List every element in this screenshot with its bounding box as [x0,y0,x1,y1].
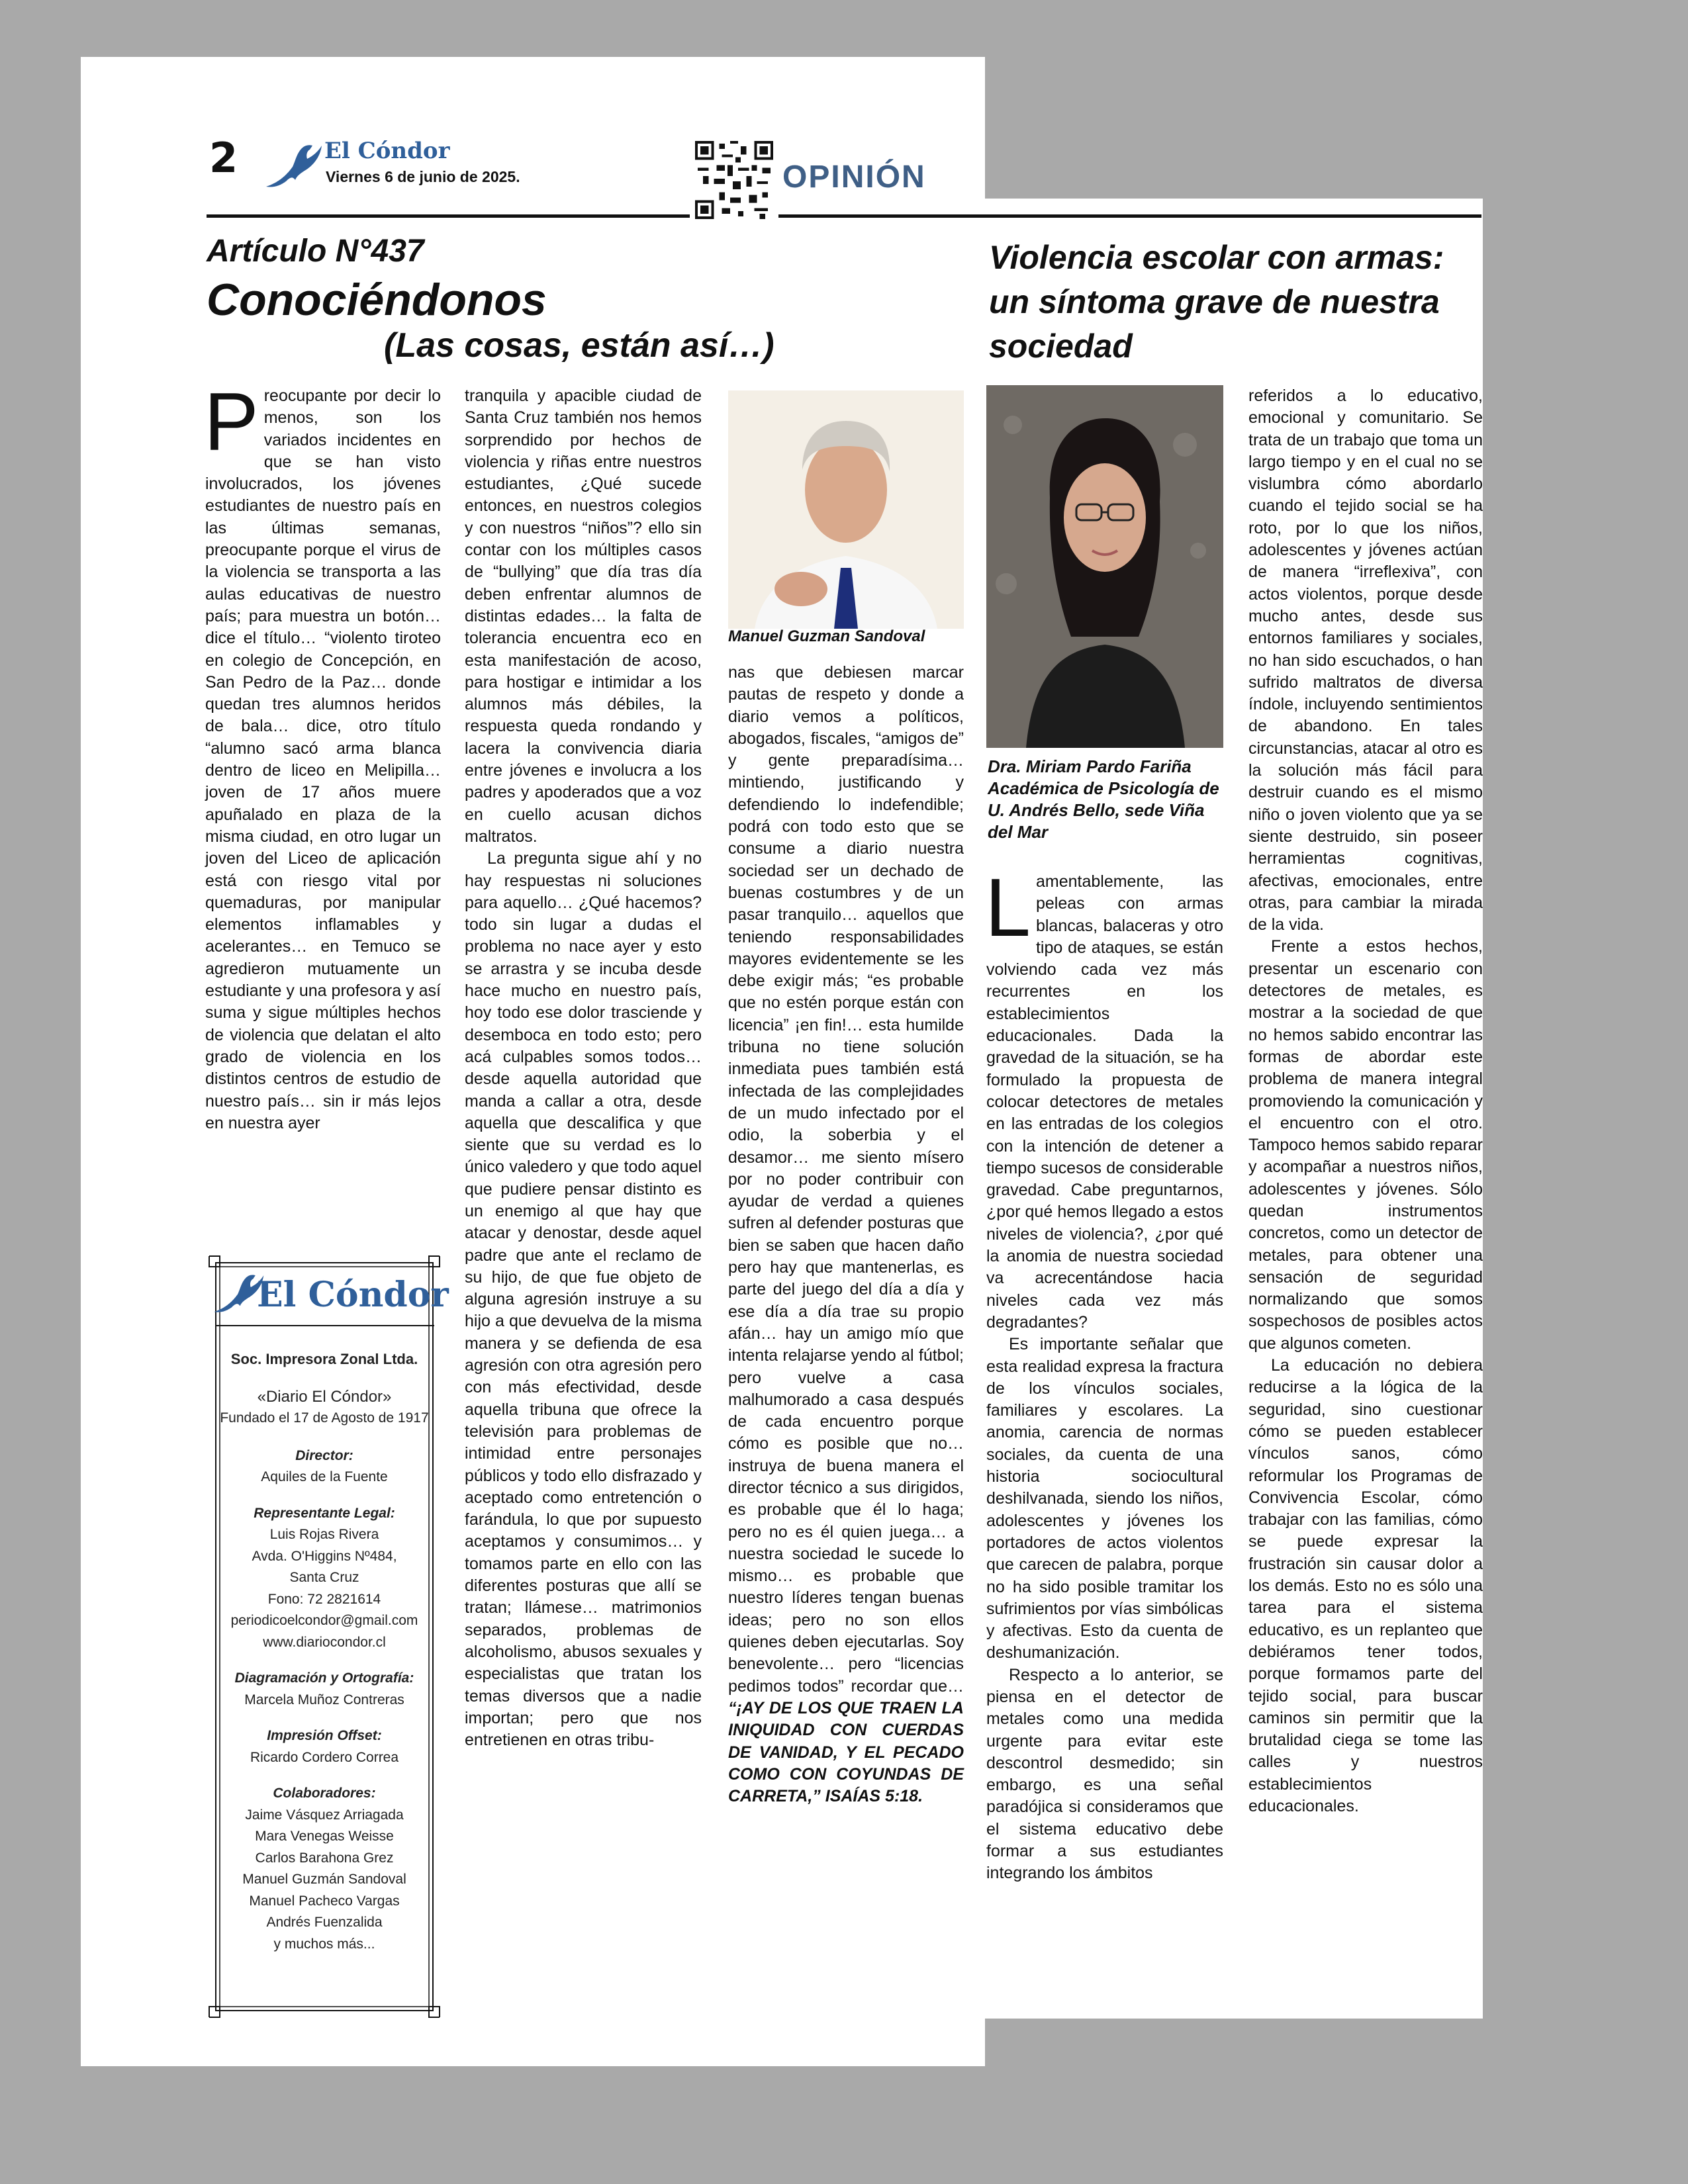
article-title: Conociéndonos [207,275,547,325]
imprint-print-name: Ricardo Cordero Correa [250,1749,399,1765]
left-article-column-2 [465,385,702,1751]
article-kicker: Artículo N°437 [207,234,424,269]
imprint-collaborator: Carlos Barahona Grez [255,1850,394,1866]
section-label: OPINIÓN [782,159,926,195]
imprint-email: periodicoelcondor@gmail.com [230,1613,418,1628]
imprint-collab-label: Colaboradores: [273,1786,376,1801]
imprint-collaborator: Manuel Guzmán Sandoval [242,1872,406,1887]
author-photo [728,390,964,629]
header-rule-left [207,214,690,218]
left-article-column-1 [204,377,441,1134]
imprint-collaborator: Manuel Pacheco Vargas [249,1893,400,1909]
right-article-title: Violencia escolar con armas: un síntoma grave de nuestra sociedad [989,239,1444,365]
page-number: 2 [209,134,238,182]
author-photo-caption: Manuel Guzman Sandoval [728,627,925,645]
issue-date: Viernes 6 de junio de 2025. [326,168,520,185]
imprint-brand: El Cóndor [257,1275,449,1315]
left-article-paragraph: La pregunta sigue ahí y no hay respuestas ni soluciones para aquello… ¿Qué hacemos? todo sin lugar a dudas el problema no nace ayer y esto se arrastra y se incuba desde hace mucho en nuestro país, hoy todo ese dolor trasciende y desemboca en todo esto; pero acá culpables somos todos… desde aquella autoridad que manda a callar a otra, desde aquella que descalifica y que siente que su verdad es lo único valedero y que todo aquel que pudiere pensar distinto es un enemigo al que hay que atacar y denostar, desde aquel padre que ante el reclamo de su hijo, de que fue objeto de alguna agresión instruye a su hijo a que devuelva de la misma manera y se defienda de esa agresión con otra agresión pero con más efectividad, desde aquella tribuna que ofrece la televisión para problemas de intimidad entre personajes públicos y todo ello disfrazado y aceptado como entretención o farándula, lo que por supuesto aceptamos y consumimos… y tomamos parte en ello con las diferentes posturas que allí se tratan; llámese… matrimonios separados, problemas de alcoholismo, abusos sexuales y especialistas que tratan los temas diversos que a nadie importan; pero que nos entretienen en otras tribu- [465,849,702,1750]
imprint-collaborator: Mara Venegas Weisse [255,1829,394,1844]
imprint-collaborator: y muchos más... [273,1936,375,1952]
imprint-address-line: Avda. O'Higgins Nº484, [252,1548,397,1564]
right-article-paragraph: Frente a estos hechos, presentar un escenario con detectores de metales, es mostrar a la sociedad de que no hemos sabido encontrar las formas de abordar este problema de manera integral promoviendo la comunicación y el encuentro con el otro. Tampoco hemos sabido reparar y acompañar a nuestros niños, adolescentes y jóvenes. Sólo quedan instrumentos concretos, como un detector de metales, para obtener una sensación de seguridad normalizando que somos sospechosos de posibles actos que algunos cometen. [1248,937,1483,1353]
imprint-address-line: Santa Cruz [289,1570,359,1585]
imprint-founded: Fundado el 17 de Agosto de 1917 [220,1410,429,1426]
imprint-web: www.diariocondor.cl [263,1634,386,1650]
imprint-details [208,1349,441,1984]
qr-code-icon [695,141,773,219]
imprint-company: Soc. Impresora Zonal Ltda. [230,1351,418,1367]
right-article-paragraph: Es importante señalar que esta realidad expresa la fractura de los vínculos sociales, familiares y escolares. La anomia, carencia de normas sociales, da cuenta de una historia sociocultural deshilvanada, siendo los niños, adolescentes y jóvenes los portadores de actos violentos que carecen de palabra, porque no ha sido posible tramitar los sufrimientos por vías simbólicas y afectivas. Esto da cuenta de deshumanización. [986,1335,1223,1662]
imprint-collaborator: Andrés Fuenzalida [266,1915,383,1930]
imprint-brand-rule [216,1325,434,1326]
left-article-column-3 [728,662,964,1807]
right-article-paragraph: amentablemente, las peleas con armas blancas, balaceras y otro tipo de ataques, se están volviendo cada vez más recurrentes en los establecimientos educacionales. Dada la gravedad de la situación, se ha formulado la propuesta de colocar detectores de metales en las entradas de los colegios con la intención de detener a tiempo sucesos de considerable gravedad. Cabe preguntarnos, ¿por qué hemos llegado a estos niveles de violencia?, ¿por qué la anomia de nuestra sociedad va acrecentándose hacia niveles cada vez más degradantes? [986,872,1223,1332]
left-article-paragraph: tranquila y apacible ciudad de Santa Cruz también nos hemos sorprendido por hechos de violencia y riñas entre nuestros estudiantes, ¿Qué sucede entonces, en nuestros colegios y con nuestros “niños”? ello sin contar con los múltiples casos de “bullying” que día tras día deben enfrentar alumnos de distintas edades… la falta de tolerancia encuentra eco en esta manifestación de acoso, para hostigar e intimidar a los alumnos más débiles, la respuesta queda rondando y lacera la convivencia diaria entre jóvenes e involucra a los padres y apoderados que a voz en cuello acusan dichos maltratos. [465,387,702,846]
header-rule-right [778,214,1481,218]
imprint-legal-name: Luis Rojas Rivera [269,1527,379,1542]
right-article-paragraph: Respecto a lo anterior, se piensa en el detector de metales como una medida urgente para evitar este descontrol desmedido; sin embargo, es una señal paradójica si consideramos que el sistema educativo debe formar a sus estudiantes integrando los ámbitos [986,1665,1223,1883]
imprint-legal-label: Representante Legal: [254,1505,395,1521]
right-article-paragraph: referidos a lo educativo, emocional y comunitario. Se trata de un trabajo que toma un largo tiempo y en el cual no se vislumbra cómo abordarlo cuando el tejido social se ha roto, por lo que los niños, adolescentes y jóvenes actúan de manera “irreflexiva”, con actos violentos, porque desde mucho antes, desde sus entornos familiares y sociales, no han sido escuchados, o han sufrido maltratos de diversa índole, incluyendo sentimientos de abandono. En tales circunstancias, atacar al otro es la solución más fácil para destruir cuando es el mismo niño o joven violento que ya se siente destruido, sin poseer herramientas cognitivas, afectivas, emocionales, entre otras, para cambiar la mirada de la vida. [1248,387,1483,934]
right-article-column-1 [985,862,1223,1885]
condor-logo-icon [263,136,323,192]
right-article-column-2 [1248,385,1483,1817]
imprint-newspaper: «Diario El Cóndor» [257,1387,392,1406]
article-subtitle: (Las cosas, están así…) [384,326,774,365]
masthead-title: El Cóndor [324,138,450,164]
left-article-paragraph: reocupante por decir lo menos, son los variados incidentes en que se han visto involucrados, los jóvenes estudiantes de nuestro país en las últimas semanas, preocupante porque el virus de la violencia se transporta a las aulas educativas de nuestro país; para muestra un botón… dice el título… “violento tiroteo en colegio de Concepción, en San Pedro de la Paz… donde quedan tres alumnos heridos de bala… dice, otro título “alumno sacó arma blanca dentro de liceo en Melipilla… joven de 17 años muere apuñalado en plaza de la misma ciudad, en otro lugar un joven del Liceo de aplicación está con riesgo vital por quemaduras, por manipular elementos inflamables y acelerantes… en Temuco se agredieron mutuamente un estudiante y una profesora y así suma y sigue múltiples hechos de violencia que delatan el alto grado de violencia en los distintos centros de estudio de nuestro país… sin ir más lejos en nuestra ayer [205,387,441,1132]
right-photo-caption: Dra. Miriam Pardo Fariña Académica de Psicología de U. Andrés Bello, sede Viña del Mar [988,756,1219,842]
right-article-paragraph: La educación no debiera reducirse a la lógica de la seguridad, sino cuestionar cómo se pueden establecer vínculos sanos, cómo reformular los Programas de Convivencia Escolar, cómo trabajar con las familias, cómo se puede expresar la frustración sin causar dolor a los demás. Esto no es sólo una tarea para el sistema educativo, es un replanteo que debiéramos tener todos, porque formamos parte del tejido social, para buscar caminos sin permitir que la brutalidad ciega se tome las calles y nuestros establecimientos educacionales. [1248,1356,1483,1815]
left-article-paragraph: nas que debiesen marcar pautas de respeto y donde a diario vemos a políticos, abogados, fiscales, “amigos de” y gente preparadísima… mintiendo, justificando y defendiendo lo indefendible; podrá con todo esto que se consume a diario nuestra sociedad ser un dechado de buenas costumbres y de un pasar tranquilo… aquellos que teniendo responsabilidades mayores evidentemente se les debe exigir más; “es probable que no estén porque están con licencia” ¡en fin!… esta humilde tribuna no tiene solución inmediata pues también está infectada de las complejidades de un mudo infectado por el odio, la soberbia y el desamor… me siento mísero por no poder contribuir con ayudar de verdad a quienes sufren al defender posturas que bien se saben que hacen daño pero hay que mantenerlas, es parte del juego del día a día y ese día a día trae su propio afán… hay un amigo mío que intenta relajarse yendo al fútbol; pero vuelve a casa malhumorado a casa después de cada encuentro porque cómo es posible que no… instruya de buena manera el director técnico a sus dirigidos, es probable que él lo haga; pero no es él quien juega… a nuestra sociedad le sucede lo mismo… es probable que nuestro líderes tengan buenas ideas; pero no son ellos quienes deben ejecutarlas. Soy benevolente… pero “licencias pedimos todos” recordar que… [728,663,964,1696]
imprint-layout-name: Marcela Muñoz Contreras [244,1692,404,1707]
imprint-phone: Fono: 72 2821614 [267,1591,381,1607]
drop-cap: P [204,377,259,468]
imprint-print-label: Impresión Offset: [267,1728,382,1743]
scripture-quote: “¡AY DE LOS QUE TRAEN LA INIQUIDAD CON CUERDAS DE VANIDAD, Y EL PECADO COMO CON COYUNDAS DE CARRETA,” ISAÍAS 5:18. [728,1698,964,1806]
drop-cap: L [985,862,1031,954]
imprint-layout-label: Diagramación y Ortografía: [234,1670,414,1686]
imprint-director-label: Director: [295,1447,353,1463]
author-photo-right [986,385,1223,748]
imprint-director: Aquiles de la Fuente [261,1469,388,1484]
imprint-collaborator: Jaime Vásquez Arriagada [245,1807,404,1823]
